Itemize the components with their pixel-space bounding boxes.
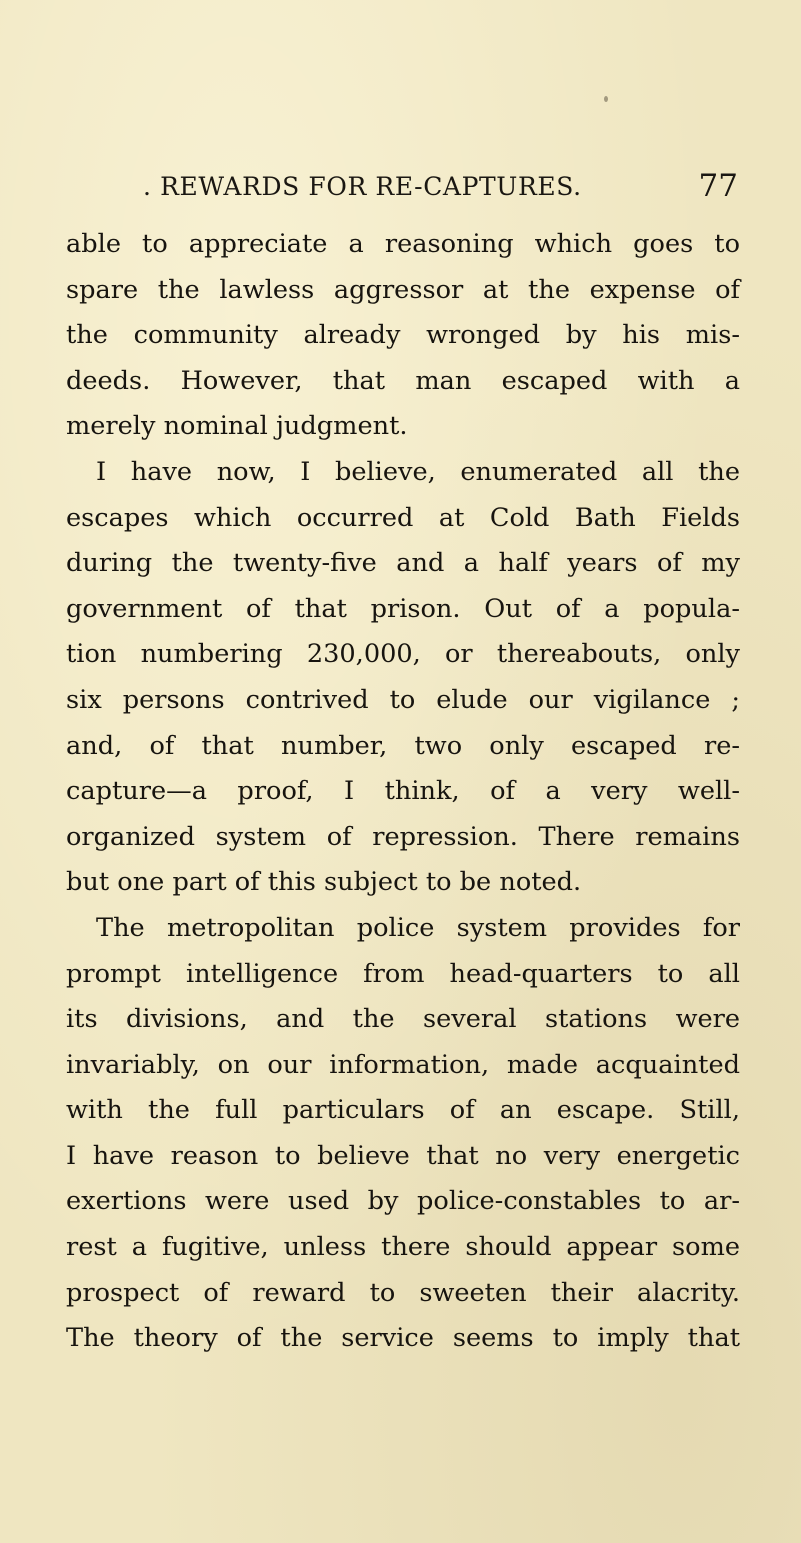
text-line: exertions were used by police-constables to ar- [66, 1186, 740, 1217]
body-text [66, 222, 740, 1362]
text-line: prompt intelligence from head-quarters to all [66, 958, 740, 989]
text-line: rest a fugitive, unless there should appear some [66, 1232, 740, 1263]
running-head [143, 168, 738, 212]
ink-speck [604, 96, 608, 102]
text-line: I have reason to believe that no very energetic [66, 1140, 740, 1171]
text-line: but one part of this subject to be noted. [66, 867, 582, 898]
text-line: capture—a proof, I think, of a very well- [66, 776, 740, 807]
text-line: the community already wronged by his mis- [66, 320, 740, 351]
text-line: and, of that number, two only escaped re- [66, 730, 740, 761]
text-line: prospect of reward to sweeten their alacrity. [66, 1277, 740, 1308]
text-line: The theory of the service seems to imply that [66, 1323, 740, 1354]
text-line: merely nominal judgment. [66, 411, 408, 442]
text-line: deeds. However, that man escaped with a [66, 365, 740, 396]
text-line: with the full particulars of an escape. Still, [66, 1095, 740, 1126]
text-line: its divisions, and the several stations were [66, 1004, 740, 1035]
text-line: I have now, I believe, enumerated all the [96, 456, 740, 487]
running-title: . REWARDS FOR RE-CAPTURES. [143, 172, 582, 201]
text-line: The metropolitan police system provides for [96, 912, 740, 943]
text-line: during the twenty-five and a half years of my [66, 548, 740, 579]
text-line: organized system of repression. There remains [66, 821, 740, 852]
page-number: 77 [698, 168, 738, 204]
text-line: invariably, on our information, made acquainted [66, 1049, 740, 1080]
text-line: able to appreciate a reasoning which goes to [66, 229, 740, 259]
text-line: six persons contrived to elude our vigilance ; [66, 684, 740, 715]
text-line: escapes which occurred at Cold Bath Fields [66, 502, 740, 533]
text-line: tion numbering 230,000, or thereabouts, only [66, 639, 740, 670]
text-line: government of that prison. Out of a popula- [66, 593, 740, 624]
text-line: spare the lawless aggressor at the expense of [66, 274, 740, 305]
